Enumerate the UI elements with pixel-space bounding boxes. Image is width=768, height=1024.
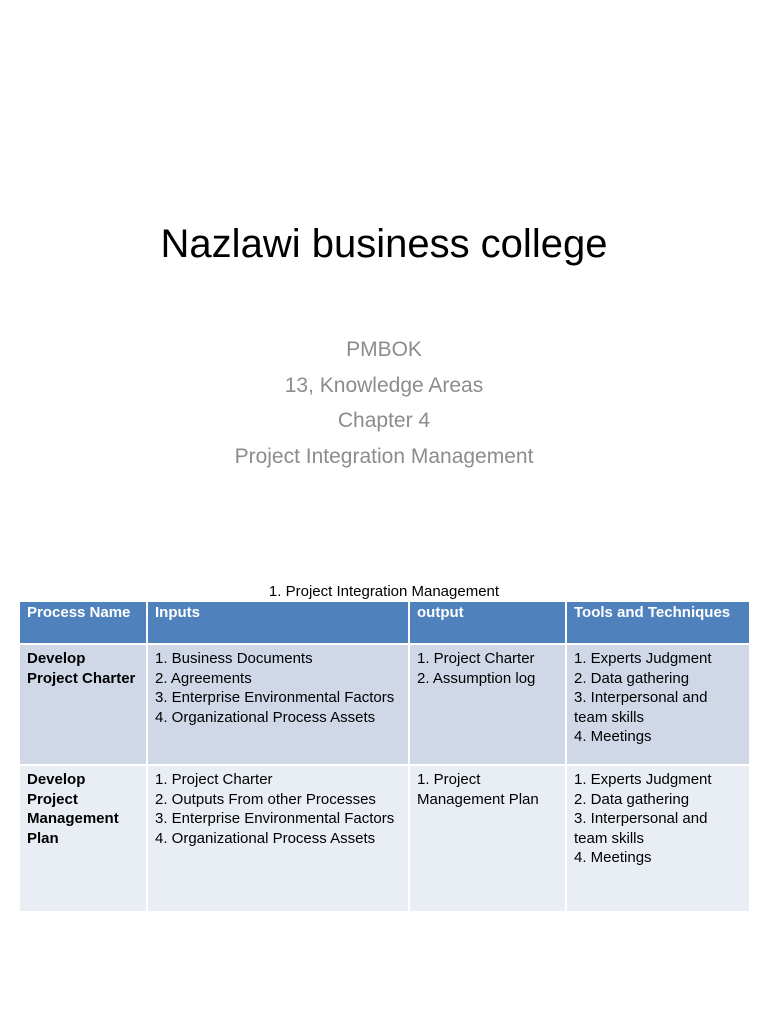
output-item: 2. Assumption log <box>417 669 536 687</box>
table-caption: 1. Project Integration Management <box>268 583 500 600</box>
input-item: 2. Outputs From other Processes <box>155 790 376 808</box>
input-item: 2. Agreements <box>155 669 252 687</box>
cell-process-name: Develop Project Management Plan <box>20 765 147 911</box>
cell-process-name: Develop Project Charter <box>20 644 147 765</box>
input-item: 4. Organizational Process Assets <box>155 708 376 726</box>
input-item: 1. Project Charter <box>155 771 273 788</box>
cell-tools <box>566 765 749 911</box>
tool-item: 1. Experts Judgment <box>574 771 712 788</box>
tool-item: 3. Interpersonal and team skills <box>574 689 708 726</box>
cell-outputs <box>409 644 566 765</box>
output-item: 1. Project Charter <box>417 650 535 667</box>
subtitle-line-chapter: Chapter 4 <box>337 409 431 432</box>
tool-item: 4. Meetings <box>574 849 652 866</box>
input-item: 1. Business Documents <box>155 650 313 667</box>
output-item: 1. Project Management Plan <box>417 771 539 808</box>
table-header-row <box>20 602 749 644</box>
cell-inputs <box>147 765 409 911</box>
process-table <box>20 602 749 911</box>
subtitle-line-topic: Project Integration Management <box>234 444 534 468</box>
header-process-name: Process Name <box>20 602 147 644</box>
cell-inputs <box>147 644 409 765</box>
slide-subtitle <box>0 332 768 474</box>
subtitle-line-knowledge-areas: 13, Knowledge Areas <box>284 373 484 397</box>
tool-item: 4. Meetings <box>574 728 652 745</box>
subtitle-line-standard: PMBOK <box>346 338 422 361</box>
tool-item: 1. Experts Judgment <box>574 650 712 667</box>
cell-tools <box>566 644 749 765</box>
cell-outputs <box>409 765 566 911</box>
input-item: 4. Organizational Process Assets <box>155 829 376 847</box>
input-item: 3. Enterprise Environmental Factors <box>155 810 395 827</box>
slide-title: Nazlawi business college <box>160 222 608 266</box>
tool-item: 3. Interpersonal and team skills <box>574 810 708 847</box>
tool-item: 2. Data gathering <box>574 790 690 808</box>
table-row <box>20 765 749 911</box>
input-item: 3. Enterprise Environmental Factors <box>155 689 395 706</box>
table-row <box>20 644 749 765</box>
header-output: output <box>409 602 566 644</box>
header-inputs: Inputs <box>147 602 409 644</box>
header-tools: Tools and Techniques <box>566 602 749 644</box>
tool-item: 2. Data gathering <box>574 669 690 687</box>
